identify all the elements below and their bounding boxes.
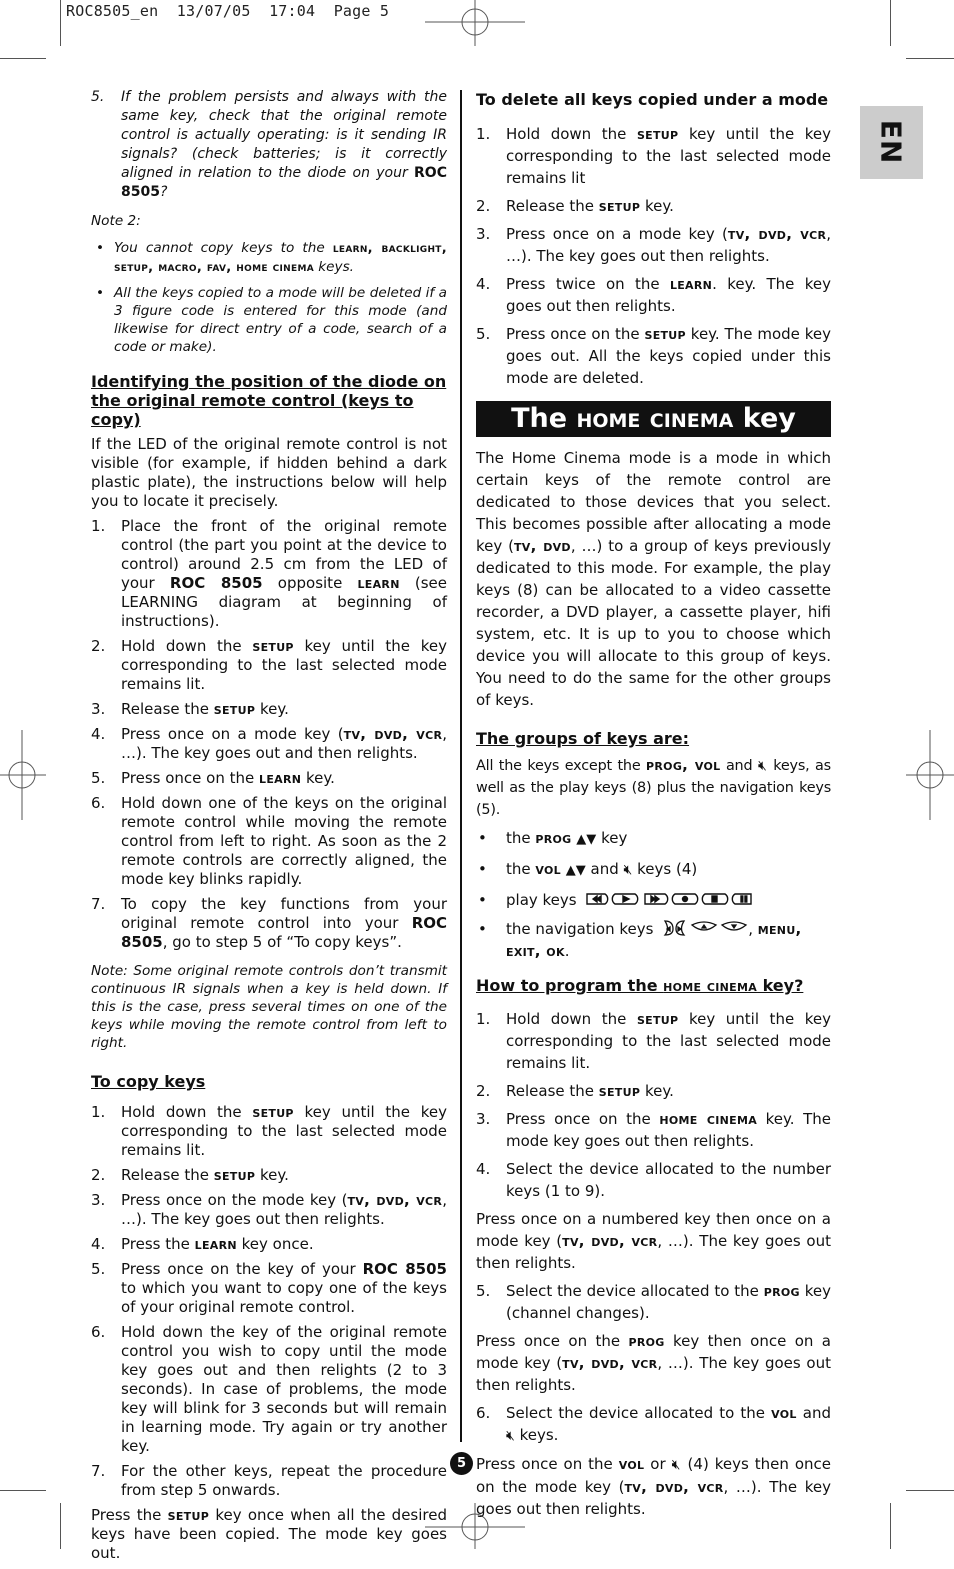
diode-intro: If the LED of the original remote control is not visible (for example, if hidden behind a dark plastic plate), the instructions below will help you to locate it precisely. (91, 435, 447, 510)
step-item: 1. Hold down the setup key until the key corresponding to the last selected mode remains lit. (476, 1010, 831, 1072)
delete-heading: To delete all keys copied under a mode (476, 90, 829, 109)
home-cinema-intro: The Home Cinema mode is a mode in which certain keys of the remote control are dedicated to those devices that you select. This becomes possible after allocating a mode key (tv, dvd, …) to a group of keys previously dedicated to this mode. For example, the play keys (8) can be allocated to a video cassette recorder, a DVD player, a cassette player, hifi system, etc. It is up to you to choose which device you will allocate to this group of keys. You need to do the same for the other groups of keys. (476, 449, 831, 709)
crop-mark (890, 1503, 891, 1549)
language-tab (860, 106, 923, 179)
up-down-arrows-icon: ▲▼ (576, 832, 597, 847)
program-para-1: Press once on a numbered key then once on a mode key (tv, dvd, vcr, …). The key goes out then relights. (476, 1210, 831, 1272)
groups-heading: The groups of keys are: (476, 729, 690, 748)
step-item: 7. To copy the key functions from your original remote control into your ROC 8505, go to step 5 of “To copy keys”. (91, 895, 447, 951)
step-item: 6. Hold down one of the keys on the original remote control while moving the remote control from left to right. As soon as the 2 remote controls are correctly aligned, the mode key blinks rapidly. (91, 794, 447, 888)
groups-intro: All the keys except the prog, vol and 🔇︎ keys, as well as the play keys (8) plus the navigation keys (5). (476, 756, 831, 818)
step-item: 4. Select the device allocated to the number keys (1 to 9). (476, 1160, 831, 1200)
mute-icon: 🔇︎ (671, 1457, 682, 1473)
program-step-6 (476, 1402, 831, 1447)
note-2-item: • You cannot copy keys to the learn, backlight, setup, macro, fav, home cinema keys. (91, 239, 447, 277)
program-para-2: Press once on the prog key then once on a mode key (tv, dvd, vcr, …). The key goes out then relights. (476, 1332, 831, 1394)
step-item: 1. Place the front of the original remote control (the part you point at the device to control) around 2.5 cm from the LED of your ROC 8505 opposite learn (see LEARNING diagram at beginning of instructions). (91, 517, 448, 630)
step-item: 3. Press once on the home cinema key. The mode key goes out then relights. (476, 1110, 831, 1150)
step-item: 5. Press once on the setup key. The mode key goes out. All the keys copied under this mode are deleted. (476, 325, 832, 387)
step-item: 5. Select the device allocated to the prog key (channel changes). (476, 1282, 831, 1322)
groups-list (476, 827, 831, 962)
crop-mark (906, 1490, 954, 1491)
step-item: 7. For the other keys, repeat the procedure from step 5 onwards. (91, 1462, 447, 1499)
left-column (91, 88, 447, 1569)
delete-steps (476, 123, 831, 389)
step-item: 6. Select the device allocated to the vol and 🔇︎ keys. (476, 1404, 831, 1444)
crop-mark (890, 0, 891, 46)
step-item: 4. Press the learn key once. (91, 1235, 314, 1253)
program-heading: How to program the home cinema key? (476, 976, 804, 995)
group-item-prog: • the prog ▲▼ key (476, 827, 831, 851)
note-2-list (91, 239, 447, 356)
program-steps (476, 1008, 831, 1202)
step-item: 3. Press once on a mode key (tv, dvd, vcr, …). The key goes out then relights. (476, 225, 831, 265)
diode-note: Note: Some original remote controls don’t transmit continuous IR signals when a key is held down. If this is the case, press several times on one of the keys while moving the remote control from left to right. (91, 963, 447, 1051)
up-down-arrows-icon: ▲▼ (565, 863, 586, 878)
copy-keys-heading: To copy keys (91, 1072, 206, 1091)
group-item-vol: • the vol ▲▼ and 🔇︎ keys (4) (476, 858, 831, 882)
crop-mark (0, 58, 46, 59)
mute-icon: 🔇︎ (506, 1428, 515, 1444)
column-divider (460, 90, 462, 1442)
step-item: 3. Release the setup key. (91, 700, 289, 718)
diode-heading: Identifying the position of the diode on the original remote control (keys to copy) (91, 372, 447, 429)
copy-steps (91, 1103, 447, 1500)
crop-mark (60, 1503, 61, 1549)
step-item: 2. Release the setup key. (476, 197, 674, 215)
step-item: 1. Hold down the setup key until the key corresponding to the last selected mode remains lit (476, 125, 831, 187)
step-item: 5. Press once on the learn key. (91, 769, 335, 787)
step-item: 2. Release the setup key. (91, 1166, 289, 1184)
print-header: ROC8505_en 13/07/05 17:04 Page 5 (66, 2, 390, 20)
mute-icon: 🔇︎ (623, 862, 633, 878)
program-para-3: Press once on the vol or 🔇︎ (4) keys then once on the mode key (tv, dvd, vcr, …). The key goes out then relights. (476, 1455, 831, 1518)
note-2-item: • All the keys copied to a mode will be deleted if a 3 figure code is entered for this mode (and likewise for direct entry of a code, search of a code or make). (91, 284, 447, 356)
play-keys-icon (585, 891, 755, 907)
note-2-label: Note 2: (91, 213, 141, 229)
registration-mark-icon (906, 730, 954, 820)
language-tab-label: EN (874, 119, 908, 165)
step-item: 1. Hold down the setup key until the key corresponding to the last selected mode remains lit. (91, 1103, 447, 1159)
registration-mark-icon (425, 0, 525, 46)
page-number: 5 (450, 1452, 473, 1475)
group-item-nav: • the navigation keys , menu, exit, ok. (476, 918, 831, 962)
step-item: 6. Hold down the key of the original remote control you wish to copy until the mode key goes out and then relights (2 to 3 seconds). In case of problems, the mode key will blink for 3 seconds but will remain in learning mode. Try again or try another key. (91, 1323, 447, 1455)
copy-final: Press the setup key once when all the desired keys have been copied. The mode key goes out. (91, 1506, 448, 1562)
navigation-keys-icon (662, 919, 748, 937)
mute-icon: 🔇︎ (757, 758, 768, 774)
troubleshoot-step: 5. If the problem persists and always with the same key, check that the original remote control is actually operating: is it sending IR signals? (check batteries; is it correctly aligned in relation to the diode on your ROC 8505? (91, 89, 447, 200)
step-item: 2. Hold down the setup key until the key corresponding to the last selected mode remains lit. (91, 637, 447, 693)
step-item: 2. Release the setup key. (476, 1082, 674, 1100)
diode-steps (91, 517, 447, 952)
step-item: 4. Press twice on the learn. key. The key goes out then relights. (476, 275, 831, 315)
program-step-5 (476, 1280, 831, 1324)
right-column (476, 90, 831, 1526)
step-item: 5. Press once on the key of your ROC 8505 to which you want to copy one of the keys of your original remote control. (91, 1260, 447, 1316)
home-cinema-banner: The home cinema key (476, 401, 831, 437)
step-item: 3. Press once on the mode key (tv, dvd, vcr, …). The key goes out then relights. (91, 1191, 447, 1228)
step-item: 4. Press once on a mode key (tv, dvd, vcr, …). The key goes out and then relights. (91, 725, 447, 762)
registration-mark-icon (0, 730, 46, 820)
crop-mark (0, 1490, 46, 1491)
crop-mark (60, 0, 61, 46)
group-item-play: • play keys (476, 889, 831, 911)
crop-mark (906, 58, 954, 59)
